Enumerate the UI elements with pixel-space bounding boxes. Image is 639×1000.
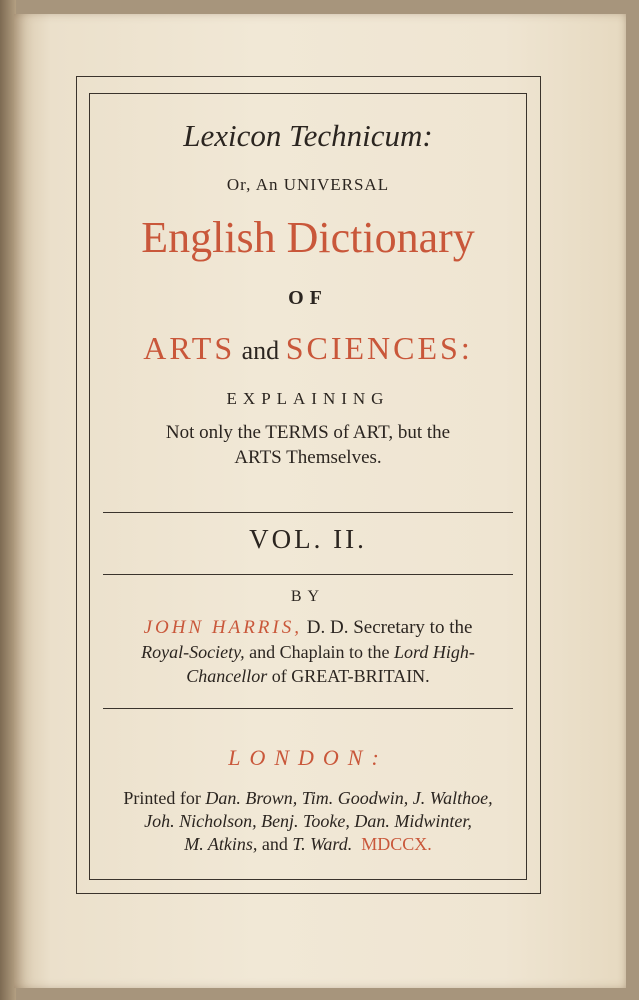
arts-word: ARTS bbox=[143, 330, 236, 366]
title-line-lexicon: Lexicon Technicum: bbox=[183, 118, 433, 153]
title-line-arts-sciences bbox=[90, 330, 526, 367]
author-line-3 bbox=[90, 666, 526, 687]
imprint-year: MDCCX. bbox=[361, 834, 432, 854]
author-line-1 bbox=[90, 617, 526, 639]
imprint-line-3 bbox=[90, 834, 526, 855]
ward: T. Ward. bbox=[292, 834, 353, 854]
title-line-explaining: EXPLAINING bbox=[226, 389, 390, 408]
title-line-dictionary: English Dictionary bbox=[141, 213, 475, 262]
title-line-of: OF bbox=[288, 287, 328, 309]
printed-for: Printed for bbox=[123, 788, 206, 808]
title-line-terms: Not only the TERMS of ART, but the bbox=[165, 422, 451, 443]
rule-above-imprint bbox=[103, 708, 513, 709]
lord-high: Lord High- bbox=[394, 642, 475, 662]
and-word-imprint: and bbox=[257, 834, 293, 854]
author-title-1: D. D. Secretary to the bbox=[302, 617, 473, 638]
author-line-2 bbox=[90, 642, 526, 663]
volume-label: VOL. II. bbox=[249, 524, 367, 554]
printers-1: Dan. Brown, Tim. Goodwin, J. Walthoe, bbox=[205, 788, 493, 808]
royal-society: Royal-Society, bbox=[141, 642, 245, 662]
by-label: BY bbox=[290, 588, 326, 605]
title-line-universal: Or, An UNIVERSAL bbox=[226, 175, 390, 194]
title-line-arts-themselves: ARTS Themselves. bbox=[234, 447, 382, 468]
sciences-word: SCIENCES: bbox=[285, 330, 473, 366]
atkins: M. Atkins, bbox=[184, 834, 258, 854]
chancellor: Chancellor bbox=[186, 666, 268, 686]
rule-bottom-volume bbox=[103, 574, 513, 575]
imprint-line-1 bbox=[90, 788, 526, 809]
chaplain-text: and Chaplain to the bbox=[244, 642, 395, 662]
and-word: and bbox=[235, 336, 286, 365]
city-label: LONDON: bbox=[228, 745, 388, 770]
imprint-line-2: Joh. Nicholson, Benj. Tooke, Dan. Midwinter, bbox=[144, 811, 472, 831]
rule-top-volume bbox=[103, 512, 513, 513]
author-name: JOHN HARRIS, bbox=[143, 617, 302, 638]
great-britain: of GREAT-BRITAIN. bbox=[267, 666, 430, 686]
